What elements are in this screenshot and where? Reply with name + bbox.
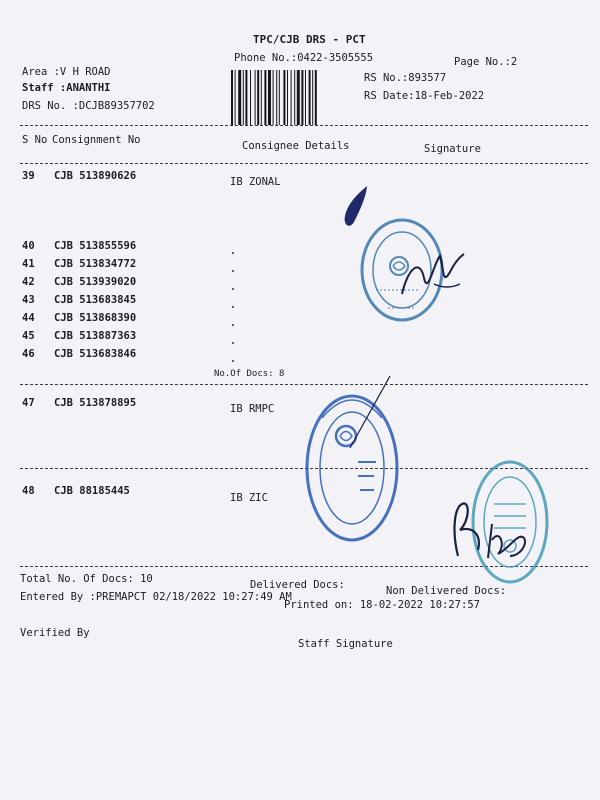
row-consignment: CJB 513890626 — [54, 170, 137, 182]
barcode-bar — [264, 70, 266, 125]
row-consignment: CJB 513683845 — [54, 294, 137, 306]
row-serial: 47 — [22, 397, 35, 409]
barcode-bar — [257, 70, 259, 125]
row-consignment: CJB 513834772 — [54, 258, 137, 270]
ditto-mark — [232, 270, 234, 272]
column-consignee: Consignee Details — [242, 140, 350, 152]
barcode-bar — [279, 70, 280, 125]
delivered-docs: Delivered Docs: — [250, 579, 345, 591]
row-consignment: CJB 513855596 — [54, 240, 137, 252]
barcode-bar — [305, 70, 306, 125]
barcode-bar — [297, 70, 300, 125]
barcode-bar — [291, 70, 292, 125]
barcode-bar — [268, 70, 271, 125]
row-consignment: CJB 513868390 — [54, 312, 137, 324]
barcode-bar — [301, 70, 303, 125]
consignee-name: IB ZIC — [230, 492, 268, 504]
barcode-bar — [294, 70, 295, 125]
barcode-bar — [273, 70, 274, 125]
row-consignment: CJB 513887363 — [54, 330, 137, 342]
row-serial: 42 — [22, 276, 35, 288]
barcode-bar — [261, 70, 262, 125]
barcode-bar — [245, 70, 247, 125]
divider — [20, 163, 588, 164]
row-serial: 41 — [22, 258, 35, 270]
area-label: Area :V H ROAD — [22, 66, 111, 78]
barcode-bar — [243, 70, 244, 125]
document-title: TPC/CJB DRS - PCT — [253, 33, 366, 46]
rs-date: RS Date:18-Feb-2022 — [364, 90, 485, 102]
consignee-name: IB RMPC — [230, 403, 275, 415]
ditto-mark — [232, 324, 234, 326]
column-consignment: Consignment No — [52, 134, 141, 146]
total-docs: Total No. Of Docs: 10 — [20, 573, 153, 585]
row-serial: 39 — [22, 170, 35, 182]
handwritten-initials-signature — [448, 496, 534, 568]
rs-number: RS No.:893577 — [364, 72, 447, 84]
ditto-mark — [232, 342, 234, 344]
ditto-mark — [232, 288, 234, 290]
barcode-bar — [283, 70, 285, 125]
row-consignment: CJB 513939020 — [54, 276, 137, 288]
barcode-bar — [309, 70, 311, 125]
barcode-bar — [255, 70, 256, 125]
divider — [20, 125, 588, 126]
barcode-bar — [312, 70, 313, 125]
drs-number: DRS No. :DCJB89357702 — [22, 100, 155, 112]
barcode-bar — [315, 70, 317, 125]
page-number: Page No.:2 — [454, 56, 518, 68]
non-delivered-docs: Non Delivered Docs: — [386, 585, 507, 597]
rmpc-seal-stamp — [302, 372, 402, 544]
barcode-bar — [231, 70, 233, 125]
staff-signature-label: Staff Signature — [298, 638, 393, 650]
barcode-bar — [235, 70, 236, 125]
row-serial: 44 — [22, 312, 35, 324]
handwritten-signature — [398, 244, 468, 304]
ditto-mark — [232, 360, 234, 362]
barcode-bar — [238, 70, 241, 125]
phone-number: Phone No.:0422-3505555 — [234, 52, 374, 64]
barcode-bar — [287, 70, 288, 125]
row-serial: 43 — [22, 294, 35, 306]
barcode-bar — [250, 70, 251, 125]
barcode-bar — [276, 70, 277, 125]
row-consignment: CJB 513878895 — [54, 397, 137, 409]
row-serial: 40 — [22, 240, 35, 252]
ditto-mark — [232, 306, 234, 308]
staff-label: Staff :ANANTHI — [22, 82, 111, 94]
barcode — [231, 70, 356, 125]
printed-on: Printed on: 18-02-2022 10:27:57 — [284, 599, 480, 611]
row-serial: 45 — [22, 330, 35, 342]
column-signature: Signature — [424, 143, 481, 155]
entered-by: Entered By :PREMAPCT 02/18/2022 10:27:49 AM — [20, 591, 292, 603]
verified-by: Verified By — [20, 627, 90, 639]
row-serial: 46 — [22, 348, 35, 360]
ditto-mark — [232, 252, 234, 254]
row-consignment: CJB 88185445 — [54, 485, 130, 497]
row-serial: 48 — [22, 485, 35, 497]
consignee-name: IB ZONAL — [230, 176, 281, 188]
column-sno: S No — [22, 134, 48, 146]
ink-blot — [340, 184, 374, 232]
docs-count-note: No.Of Docs: 8 — [214, 369, 285, 379]
row-consignment: CJB 513683846 — [54, 348, 137, 360]
